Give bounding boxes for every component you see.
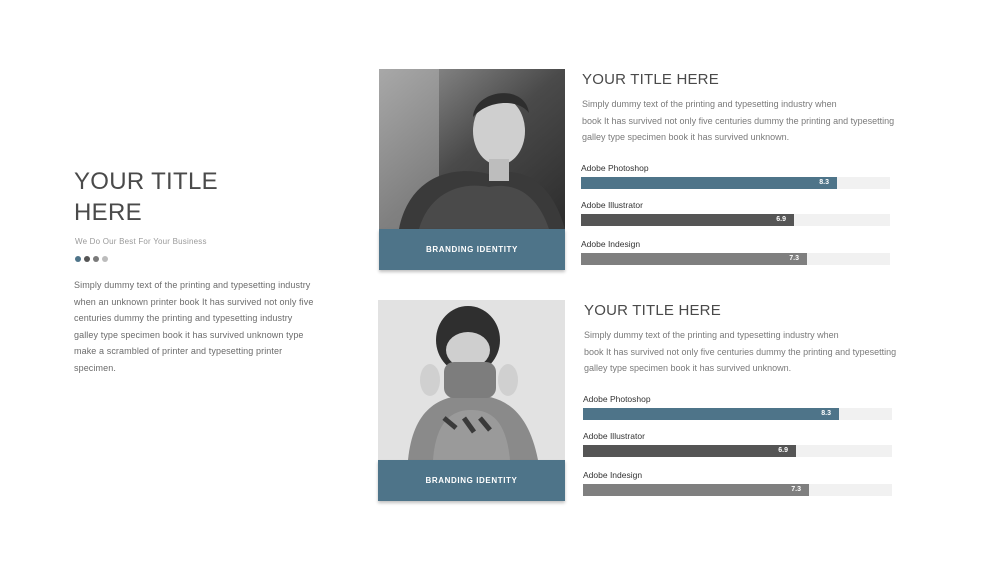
skill-label: Adobe Indesign: [583, 470, 643, 480]
skill-indesign: [581, 239, 890, 265]
skill-photoshop: [583, 394, 892, 420]
skill-bar-track: [581, 214, 890, 226]
paragraph-line: galley type specimen book it has survived unknown.: [584, 363, 792, 374]
skill-value: 6.9: [776, 216, 786, 223]
intro-line: when an unknown printer book It has survived not only five: [74, 296, 314, 307]
paragraph-line: book It has survived not only five centuries dummy the printing and typesetting: [582, 115, 895, 126]
dot: [75, 256, 81, 262]
skill-value: 7.3: [791, 486, 801, 493]
skill-label: Adobe Illustrator: [583, 431, 645, 441]
skill-photoshop: [581, 163, 890, 189]
paragraph-line: book It has survived not only five centuries dummy the printing and typesetting: [584, 346, 897, 357]
card-caption-1: BRANDING IDENTITY: [379, 229, 565, 270]
skill-bar-track: [583, 408, 892, 420]
skill-value: 6.9: [778, 447, 788, 454]
skill-indesign: [583, 470, 892, 496]
intro-line: specimen.: [74, 362, 116, 373]
skill-bar-fill: [583, 484, 809, 496]
intro-line: make a scrambled of printer and typesetting printer: [74, 346, 283, 357]
skill-value: 7.3: [789, 255, 799, 262]
dot: [84, 256, 90, 262]
paragraph-line: Simply dummy text of the printing and typesetting industry when: [584, 330, 839, 340]
dot: [93, 256, 99, 262]
skill-bar-fill: [581, 177, 837, 189]
skill-bar-track: [581, 253, 890, 265]
skill-bar-track: [581, 177, 890, 189]
skill-bar-fill: [581, 253, 807, 265]
skill-bar-fill: [581, 214, 794, 226]
paragraph-line: galley type specimen book it has survived unknown.: [582, 132, 790, 143]
skill-label: Adobe Illustrator: [581, 200, 643, 210]
skill-illustrator: [583, 431, 892, 457]
profile-card-1: [379, 69, 565, 270]
skill-value: 8.3: [819, 179, 829, 186]
color-dots: [75, 256, 108, 262]
skill-bar-fill: [583, 408, 839, 420]
info-block-2: [584, 302, 944, 377]
info-block-1: [582, 71, 942, 146]
dot: [102, 256, 108, 262]
intro-line: galley type specimen book it has survived unknown type: [74, 329, 304, 340]
main-title: [74, 166, 294, 228]
subtitle: We Do Our Best For Your Business: [75, 237, 207, 246]
intro-line: centuries dummy the printing and typesetting industry: [74, 313, 293, 324]
skill-label: Adobe Photoshop: [581, 163, 649, 173]
section-title-1: YOUR TITLE HERE: [582, 71, 719, 88]
skill-value: 8.3: [821, 410, 831, 417]
skill-bar-fill: [583, 445, 796, 457]
intro-paragraph: [74, 277, 349, 377]
portrait-photo-2: [378, 300, 565, 460]
skill-bar-track: [583, 445, 892, 457]
skill-illustrator: [581, 200, 890, 226]
portrait-photo-1: [379, 69, 565, 229]
main-title-line-2: HERE: [74, 199, 142, 226]
paragraph-line: Simply dummy text of the printing and typesetting industry when: [582, 99, 837, 109]
skill-label: Adobe Photoshop: [583, 394, 651, 404]
section-paragraph-1: [582, 96, 942, 146]
skill-bar-track: [583, 484, 892, 496]
profile-card-2: [378, 300, 565, 501]
intro-line: Simply dummy text of the printing and typesetting industry: [74, 280, 311, 290]
card-caption-2: BRANDING IDENTITY: [378, 460, 565, 501]
section-paragraph-2: [584, 327, 944, 377]
main-title-line-1: YOUR TITLE: [74, 168, 218, 195]
skill-label: Adobe Indesign: [581, 239, 641, 249]
section-title-2: YOUR TITLE HERE: [584, 302, 721, 319]
